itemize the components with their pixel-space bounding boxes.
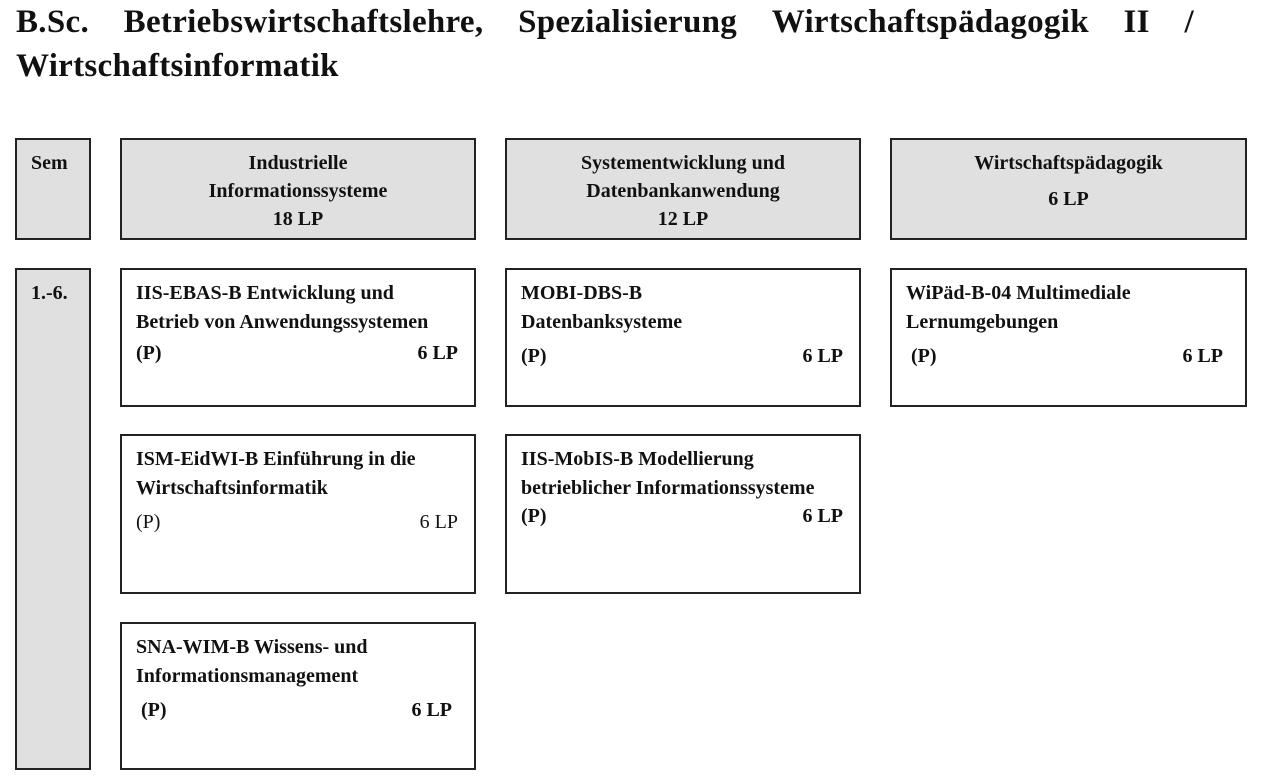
- module-type: (P): [911, 345, 937, 367]
- module-lp: 6 LP: [802, 505, 843, 527]
- title-word: Betriebswirtschaftslehre,: [123, 4, 484, 40]
- column-header-industrielle: [120, 138, 476, 240]
- module-type: (P): [521, 505, 547, 527]
- module-meta: [136, 508, 458, 537]
- module-type: (P): [521, 345, 547, 367]
- title-word: Wirtschaftspädagogik: [771, 4, 1089, 40]
- module-lp: 6 LP: [417, 342, 458, 364]
- column-header-title: Wirtschaftspädagogik: [974, 152, 1163, 174]
- module-box-sna-wim: [120, 622, 476, 770]
- module-meta: [136, 696, 458, 725]
- module-type: (P): [136, 511, 161, 533]
- module-name: IIS-MobIS-B Modellierung betrieblicher Informationssysteme: [521, 448, 815, 499]
- column-header-lp: 12 LP: [657, 208, 709, 230]
- sem-header: Sem: [15, 138, 91, 240]
- title-word: B.Sc.: [16, 4, 90, 40]
- title-word: /: [1184, 4, 1194, 40]
- module-name: ISM-EidWI-B Einführung in die Wirtschaftsinformatik: [136, 448, 416, 499]
- module-name: MOBI-DBS-B Datenbanksysteme: [521, 282, 683, 333]
- module-box-iis-ebas: [120, 268, 476, 407]
- column-header-lp: 6 LP: [1048, 188, 1089, 210]
- module-name: WiPäd-B-04 Multimediale Lernumgebungen: [906, 282, 1131, 333]
- module-meta: [521, 342, 843, 371]
- column-header-title: Systementwicklung und Datenbankanwendung: [581, 152, 785, 202]
- page-title-line-2: Wirtschaftsinformatik: [16, 48, 339, 84]
- module-box-ism-eidwi: [120, 434, 476, 594]
- column-header-lp: 18 LP: [272, 208, 324, 230]
- title-word: II: [1123, 4, 1150, 40]
- module-box-wipaed-b-04: [890, 268, 1247, 407]
- module-lp: 6 LP: [419, 511, 458, 533]
- module-lp: 6 LP: [411, 699, 452, 721]
- module-meta: [906, 342, 1229, 371]
- module-type: (P): [141, 699, 167, 721]
- page-title: [16, 0, 1194, 88]
- column-header-systementwicklung: [505, 138, 861, 240]
- module-box-mobi-dbs: [505, 268, 861, 407]
- module-box-iis-mobis: [505, 434, 861, 594]
- module-name: SNA-WIM-B Wissens- und Informationsmanagement: [136, 636, 368, 687]
- module-meta: [136, 339, 458, 368]
- page-title-line-1: [16, 0, 1194, 44]
- module-type: (P): [136, 342, 162, 364]
- column-header-wirtschaftspaedagogik: [890, 138, 1247, 240]
- module-lp: 6 LP: [1182, 345, 1223, 367]
- module-meta: [521, 502, 843, 531]
- module-lp: 6 LP: [802, 345, 843, 367]
- module-name: IIS-EBAS-B Entwicklung und Betrieb von Anwendungssystemen: [136, 282, 429, 333]
- column-header-title: Industrielle Informationssysteme: [208, 152, 388, 202]
- semester-column: 1.-6.: [15, 268, 91, 770]
- title-word: Spezialisierung: [518, 4, 738, 40]
